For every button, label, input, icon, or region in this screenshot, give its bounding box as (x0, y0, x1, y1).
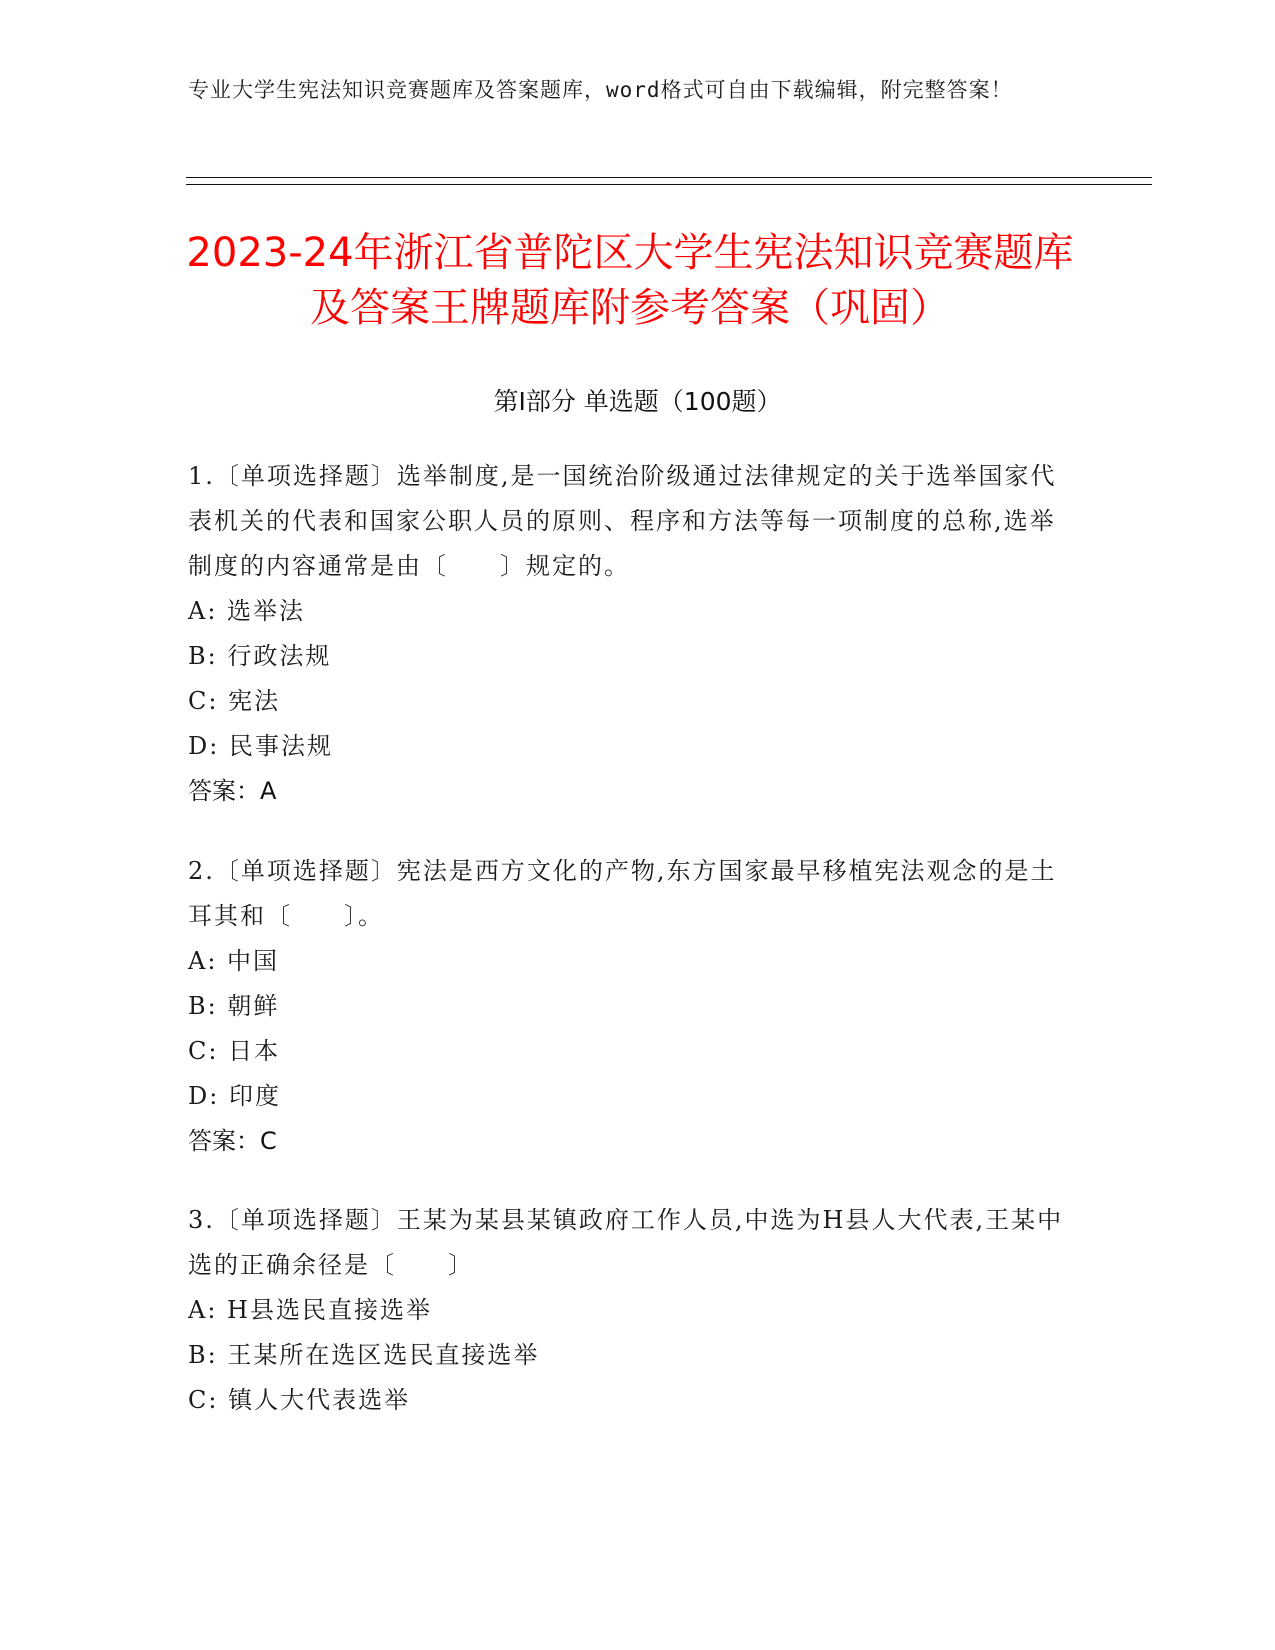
header-rule-bottom (186, 184, 1152, 185)
answer-line: 答案：A (188, 777, 277, 805)
question-stem: 2.〔单项选择题〕宪法是西方文化的产物,东方国家最早移植宪法观念的是土耳其和〔 〕。 (188, 857, 1057, 930)
answer-line: 答案：C (188, 1127, 277, 1155)
question-2 (188, 849, 1068, 1164)
question-stem: 1.〔单项选择题〕选举制度,是一国统治阶级通过法律规定的关于选举国家代表机关的代表和国家公职人员的原则、程序和方法等每一项制度的总称,选举制度的内容通常是由〔 〕规定的。 (188, 462, 1057, 580)
option-a: A: H县选民直接选举 (188, 1296, 432, 1324)
question-stem: 3.〔单项选择题〕王某为某县某镇政府工作人员,中选为H县人大代表,王某中选的正确余径是〔 〕 (188, 1206, 1064, 1279)
option-a: A: 中国 (188, 947, 280, 975)
option-c: C: 宪法 (188, 687, 281, 715)
option-b: B: 行政法规 (188, 642, 332, 670)
option-d: D: 民事法规 (188, 732, 333, 760)
header-note: 专业大学生宪法知识竞赛题库及答案题库，word格式可自由下载编辑，附完整答案！ (188, 78, 1013, 102)
option-b: B: 王某所在选区选民直接选举 (188, 1341, 540, 1369)
option-d: D: 印度 (188, 1082, 281, 1110)
section-title: 第I部分 单选题（100题） (493, 387, 782, 416)
option-c: C: 日本 (188, 1037, 281, 1065)
option-a: A: 选举法 (188, 597, 306, 625)
document-title: 2023-24年浙江省普陀区大学生宪法知识竞赛题库及答案王牌题库附参考答案（巩固） (186, 230, 1074, 331)
option-c: C: 镇人大代表选举 (188, 1386, 411, 1414)
question-3 (188, 1198, 1068, 1423)
question-1 (188, 454, 1068, 814)
header-rule-top (186, 177, 1152, 178)
option-b: B: 朝鲜 (188, 992, 280, 1020)
